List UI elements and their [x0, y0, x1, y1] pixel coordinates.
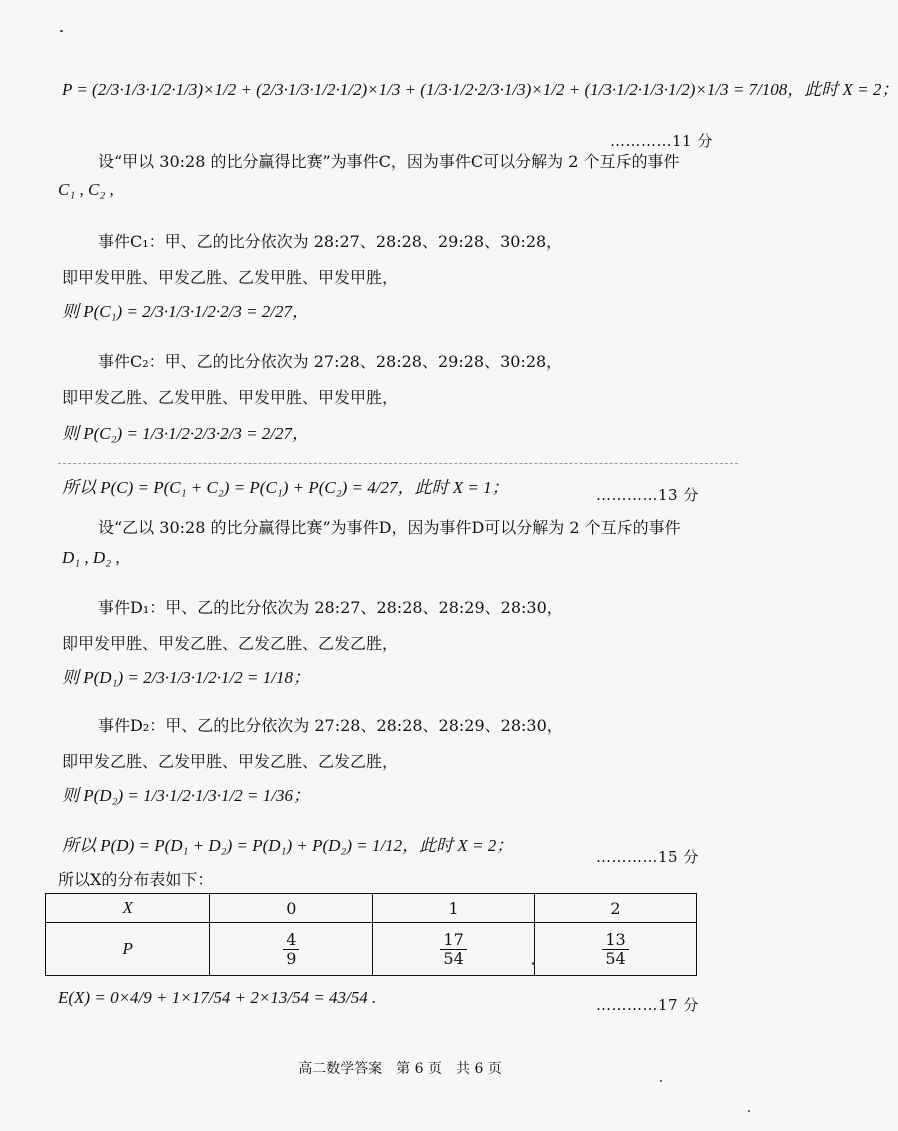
event-c2-sequence: 即甲发乙胜、乙发甲胜、甲发甲胜、甲发甲胜，	[62, 388, 399, 407]
table-row-label: P	[46, 923, 210, 976]
prob-c2-formula: 则 P(C₂) = 1/3·1/2·2/3·2/3 = 2/27，	[62, 424, 310, 443]
table-cell-p0	[210, 923, 373, 976]
event-d1-scores: 事件D₁：甲、乙的比分依次为 28:27、28:28、28:29、28:30，	[98, 598, 563, 617]
table-row	[46, 923, 697, 976]
prob-c1-formula: 则 P(C₁) = 2/3·1/3·1/2·2/3 = 2/27，	[62, 302, 310, 321]
table-cell-p1	[373, 923, 535, 976]
event-d-parts: D₁ , D₂ ,	[62, 548, 120, 567]
table-cell-p2	[535, 923, 697, 976]
event-c1-sequence: 即甲发甲胜、甲发乙胜、乙发甲胜、甲发甲胜，	[62, 268, 399, 287]
event-c1-scores: 事件C₁：甲、乙的比分依次为 28:27、28:28、29:28、30:28，	[98, 232, 563, 251]
fraction-numerator: 13	[602, 931, 628, 950]
fraction-numerator: 4	[283, 931, 299, 950]
fraction	[283, 931, 299, 967]
event-d1-sequence: 即甲发甲胜、甲发乙胜、乙发乙胜、乙发乙胜，	[62, 634, 399, 653]
table-header-2: 2	[535, 894, 697, 923]
scan-speck	[532, 962, 535, 965]
table-header-row	[46, 894, 697, 923]
scan-divider	[58, 463, 738, 464]
scan-speck	[60, 30, 63, 32]
prob-c-formula: 所以 P(C) = P(C₁ + C₂) = P(C₁) + P(C₂) = 4/27，此时 X = 1；	[62, 478, 509, 497]
prob-d1-formula: 则 P(D₁) = 2/3·1/3·1/2·1/2 = 1/18；	[62, 668, 310, 687]
event-d2-sequence: 即甲发乙胜、乙发甲胜、甲发乙胜、乙发乙胜，	[62, 752, 399, 771]
fraction-denominator: 54	[443, 948, 464, 968]
score-marker-11: …………11 分	[610, 132, 713, 150]
table-header-0: 0	[210, 894, 373, 923]
page-footer: 高二数学答案 第 6 页 共 6 页	[298, 1061, 502, 1077]
prob-d-formula: 所以 P(D) = P(D₁ + D₂) = P(D₁) + P(D₂) = 1/12，此时 X = 2；	[62, 836, 514, 855]
prob-x2-formula: P = (2/3·1/3·1/2·1/3)×1/2 + (2/3·1/3·1/2·1/2)×1/3 + (1/3·1/2·2/3·1/3)×1/2 + (1/3·1/2·1/3·1/2)×1/3 = 7/108，此时 X = 2；	[62, 80, 898, 99]
event-d2-scores: 事件D₂：甲、乙的比分依次为 27:28、28:28、28:29、28:30，	[98, 716, 563, 735]
scan-speck	[660, 1080, 662, 1082]
event-c-parts: C₁ , C₂ ,	[58, 180, 114, 199]
event-c-definition: 设“甲以 30:28 的比分赢得比赛”为事件C，因为事件C可以分解为 2 个互斥的事件	[98, 152, 680, 171]
fraction	[602, 931, 628, 967]
fraction	[440, 931, 466, 967]
score-marker-13: …………13 分	[596, 486, 699, 504]
scan-speck	[748, 1110, 750, 1112]
event-d-definition: 设“乙以 30:28 的比分赢得比赛”为事件D，因为事件D可以分解为 2 个互斥的事件	[98, 518, 681, 537]
distribution-table	[45, 893, 697, 976]
table-header-1: 1	[373, 894, 535, 923]
fraction-denominator: 9	[286, 948, 297, 968]
prob-d2-formula: 则 P(D₂) = 1/3·1/2·1/3·1/2 = 1/36；	[62, 786, 310, 805]
expectation-formula: E(X) = 0×4/9 + 1×17/54 + 2×13/54 = 43/54 .	[58, 988, 377, 1007]
fraction-denominator: 54	[605, 948, 626, 968]
fraction-numerator: 17	[440, 931, 466, 950]
event-c2-scores: 事件C₂：甲、乙的比分依次为 27:28、28:28、29:28、30:28，	[98, 352, 563, 371]
score-marker-15: …………15 分	[596, 848, 699, 866]
distribution-intro: 所以X的分布表如下：	[58, 870, 214, 889]
table-header-x: X	[46, 894, 210, 923]
score-marker-17: …………17 分	[596, 996, 699, 1014]
